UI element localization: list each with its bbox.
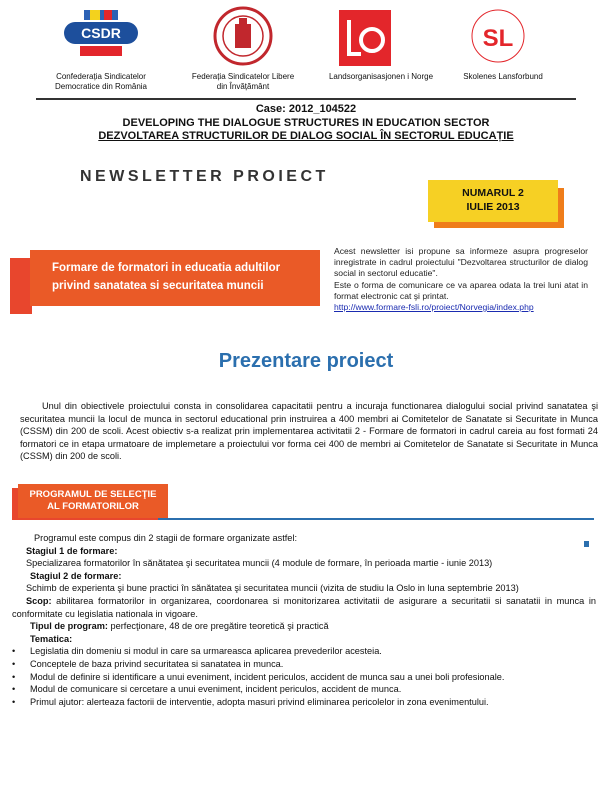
presentation-text: Unul din obiectivele proiectului consta in consolidarea capacitatii pentru a incuraja functionarea dialogului social privind sanatatea şi securitatea muncii la locul de munca in sectorul educational prin instruirea a 400 membri ai Comitetelor de Sanatate si Securitate in Munca (CSSM) din 200 de scoli. Acest obiectiv s-a realizat prin implementarea activitatii 2 - Formare de formatori in cadrul careia au fost formati 24 formatori ce in etapa urmatoare de implemetare a proiectului vor forma cei 400 de membri ai Comitetelor de Sanatate si Securitate in Munca (CSSM) din 200 de scoli. [20,401,598,462]
project-title-ro: DEZVOLTAREA STRUCTURILOR DE DIALOG SOCIAL ÎN SECTORUL EDUCAȚIE [98,130,514,142]
program-box [18,484,168,518]
bullet-icon: • [12,671,16,682]
sl-logo-text: SL [482,25,514,52]
issue-box [428,180,558,222]
org-sl-line1: Skolenes Lansforbund [463,72,543,81]
org-lo [316,72,446,82]
theme-item [12,671,596,684]
intro-paragraph-1: Acest newsletter isi propune sa informeze asupra progreselor inregistrate in cadrul proiectului "Dezvoltarea structurilor de dialog social in sectorul educatie". [334,246,588,279]
case-number: Case: 2012_104522 [255,103,357,115]
org-csdr [38,72,164,92]
stage2-text: Schimb de experienta şi bune practici în sănătatea şi securitatea muncii (vizita de studiu la Oslo in luna septembrie 2013) [26,583,519,594]
scope-label: Scop: [26,595,52,606]
program-details [12,532,596,708]
section-divider [158,518,594,520]
csdr-logo-text: CSDR [81,25,121,41]
banner-accent [10,258,32,314]
stage1-label: Stagiul 1 de formare: [26,545,118,556]
banner-line2: privind sanatatea si securitatea muncii [52,280,264,292]
theme-item-4: Modul de comunicare si cercetare a unui eveniment, incident periculos, accident de munca. [30,684,402,695]
org-fsli [190,72,296,92]
banner-text [52,259,322,295]
skolenes-landsforbund-logo [466,6,530,66]
theme-item-1: Legislatia din domeniu si modul in care sa urmareasca aplicarea prevederilor acesteia. [30,646,382,657]
newsletter-title: NEWSLETTER PROIECT [80,168,329,185]
lo-logo [339,10,391,66]
csdr-logo [60,8,142,66]
banner-line1: Formare de formatori in educatia adultilor [52,262,281,274]
theme-item [12,683,596,696]
bullet-icon: • [12,646,16,657]
type-label: Tipul de program: [30,621,108,632]
type-text: perfecţionare, 48 de ore pregătire teoretică şi practică [107,621,329,632]
stage1-text: Specializarea formatorilor în sănătatea şi securitatea muncii (4 module de formare, în perioada martie - iunie 2013) [26,558,493,569]
program-box-line2: AL FORMATORILOR [47,501,139,512]
program-intro: Programul este compus din 2 stagii de formare organizate astfel: [34,533,297,543]
issue-date: IULIE 2013 [466,201,520,213]
bullet-icon: • [12,696,16,707]
theme-item [12,658,596,671]
org-csdr-line1: Confederația Sindicatelor [56,72,146,81]
theme-item-3: Modul de definire si identificare a unui eveniment, incident periculos, accident de munca sau a unei boli profesionale. [30,671,505,682]
org-fsli-line2: din Învățământ [216,82,270,91]
fsli-logo [213,6,273,66]
theme-item-5: Primul ajutor: alerteaza factorii de interventie, adopta masuri privind eliminarea pericolelor in zona evenimentului. [30,696,489,707]
org-lo-line1: Landsorganisasjonen i Norge [328,72,434,81]
scope-text: abilitarea formatorilor in organizarea, coordonarea si monitorizarea activitatii de asigurare a securitatii si sanatatii in munca in conformitate cu legislatia nationala in vigoare. [12,595,596,619]
program-box-line1: PROGRAMUL DE SELECŢIE [29,489,157,500]
project-link[interactable]: http://www.formare-fsli.ro/proiect/Norvegia/index.php [334,302,534,313]
section-title: Prezentare proiect [218,350,394,372]
scope-line [12,595,596,620]
intro-paragraph-2: Este o forma de comunicare ce va aparea odata la trei luni atat in format electronic cat şi printat. [334,279,588,301]
presentation-paragraph [20,400,598,463]
bullet-icon: • [12,658,16,669]
intro-text [334,246,588,313]
type-line [12,620,596,633]
theme-item-2: Conceptele de baza privind securitatea si sanatatea in munca. [30,658,284,669]
theme-item [12,696,596,709]
issue-number: NUMARUL 2 [462,187,524,199]
org-fsli-line1: Federația Sindicatelor Libere [191,72,295,81]
theme-label: Tematica: [30,633,73,644]
org-csdr-line2: Democratice din România [54,82,148,91]
theme-item [12,645,596,658]
bullet-icon: • [12,684,16,695]
org-sl [448,72,558,82]
project-title-en: DEVELOPING THE DIALOGUE STRUCTURES IN EDUCATION SECTOR [122,117,490,129]
stage2-label: Stagiul 2 de formare: [30,570,122,581]
header-divider [36,98,576,100]
